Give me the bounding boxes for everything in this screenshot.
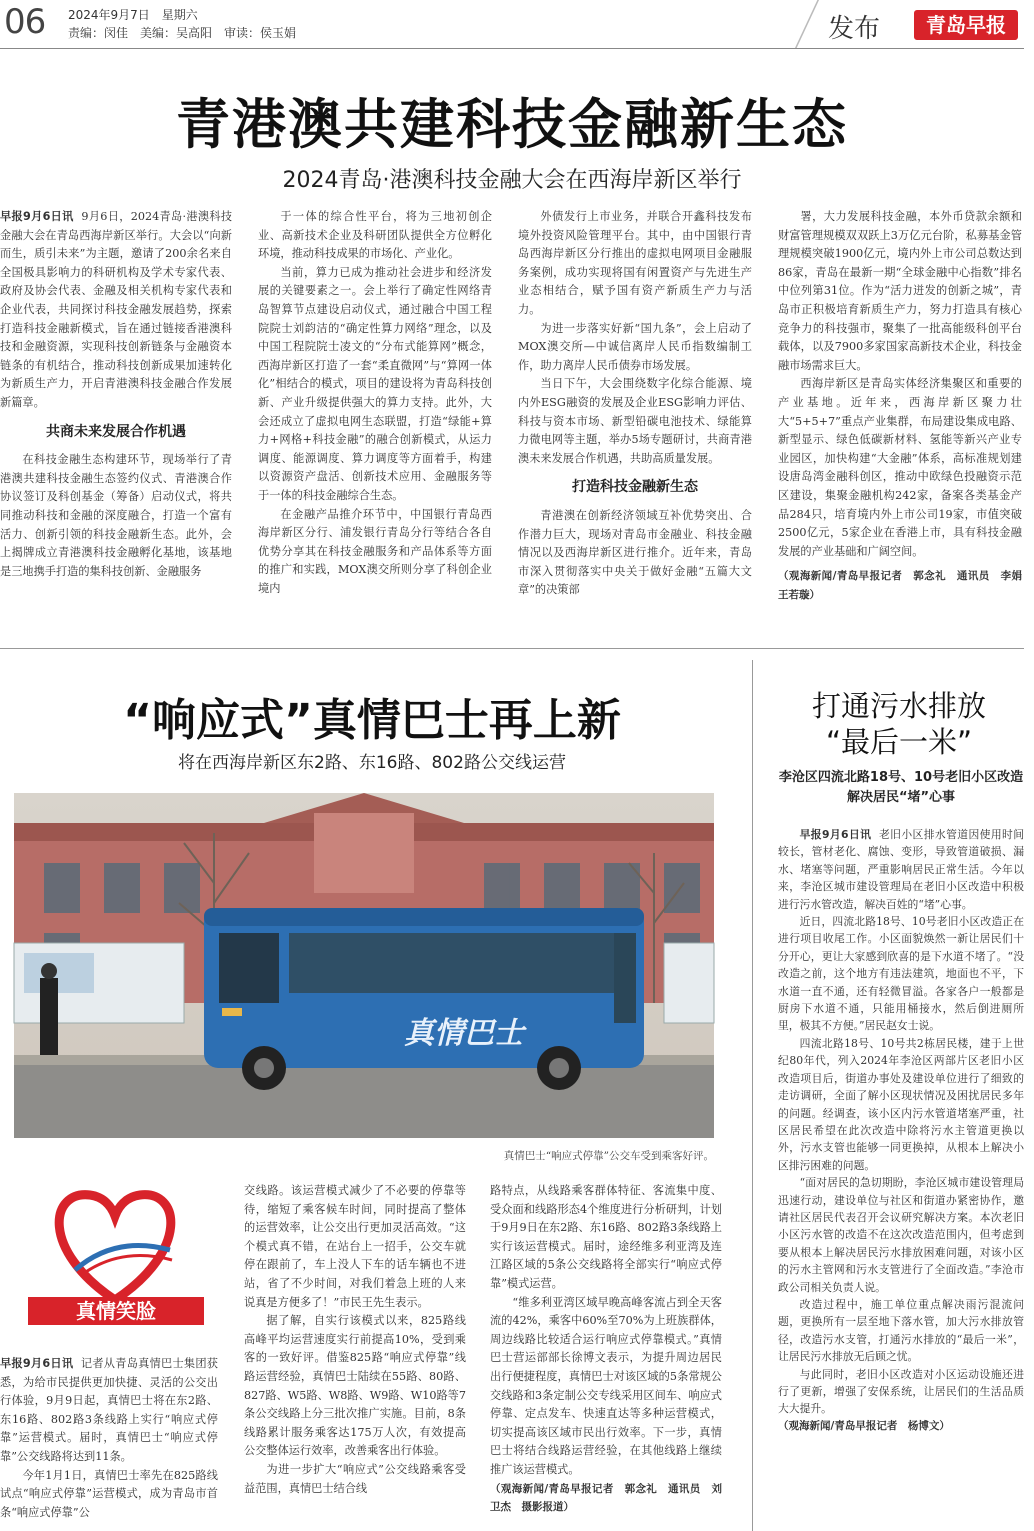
article3-column [778, 826, 1024, 1531]
section-name: 发布 [828, 14, 881, 44]
article3-paragraph: 老旧小区排水管道因使用时间较长，管材老化、腐蚀、变形，导致管道破损、漏水、堵塞等问题，严重影响居民正常生活。今年以来，李沧区城市建设管理局在老旧小区改造中积极进行污水管改造，解决百姓的“堵”心事。 [778, 828, 1025, 911]
article3-paragraph: 与此同时，老旧小区改造对小区运动设施还进行了更新，增强了安保系统，让居民们的生活品质大大提升。 [778, 1367, 1024, 1416]
article1-paragraph: 署，大力发展科技金融，本外币贷款余额和财富管理规模双双跃上3万亿元台阶，私募基金管理规模突破1900亿元，境内外上市公司总数达到86家，青岛在最新一期“全球金融中心指数”排名中位列第31位。作为“活力迸发的创新之城”，青岛市正积极培育新质生产力，努力打造具有核心竞争力的科技强市，聚集了一批高能级科创平台载体，以及7900多家国家高新技术企业，科技金融市场需求巨大。 [778, 210, 1022, 372]
header-meta [68, 6, 296, 42]
article2-paragraph: 为进一步扩大“响应式”公交线路乘客受益范围，真情巴士结合线 [244, 1462, 466, 1495]
article1-column-4 [778, 208, 1033, 632]
article3-paragraph: 改造过程中，施工单位重点解决雨污混流问题，更换所有一层至地下落水管，加大污水排放管径，改造污水支管，打通污水排放的“最后一米”，让居民污水排放无后顾之忧。 [778, 1297, 1024, 1364]
article3-credit: （观海新闻/青岛早报记者 杨博文） [778, 1419, 950, 1432]
article3-paragraph: “面对居民的急切期盼，李沧区城市建设管理局迅速行动，建设单位与社区和街道办紧密协作，邀请社区居民代表召开会议研究解决方案。本次老旧小区污水管的改造不在这次改造范围内，但考虑到要从根本上解决居民污水排放困难问题，对该小区的污水主管网和污水支管进行了全面改造。”李沧市政公司相关负责人说。 [778, 1176, 1024, 1294]
article1-paragraph: 在金融产品推介环节中，中国银行青岛西海岸新区分行、浦发银行青岛分行等结合各自优势分享其在科技金融服务和产品体系等方面的推广和实践，MOX澳交所则分享了科创企业境内 [258, 507, 492, 595]
article1-paragraph: 外债发行上市业务，并联合开鑫科技发布境外投资风险管理平台。其中，由中国银行青岛西海岸新区分行推出的虚拟电网项目金融服务案例，成功实现将国有闲置资产与先进生产业态相结合，赋予国有资产新质生产力与活力。 [518, 210, 752, 316]
article2-headline: “响应式”真情巴士再上新 [123, 695, 621, 746]
article2-paragraph: 记者从青岛真情巴士集团获悉，为给市民提供更加快捷、灵活的公交出行体验，9月9日起，真情巴士将在东2路、东16路、802路3条线路上实行“响应式停靠”运营模式。届时，真情巴士“响应式停靠”公交线路将达到11条。 [0, 1357, 218, 1463]
column-divider [752, 660, 753, 1531]
article2-column-3 [490, 1182, 722, 1531]
article1-credit: （观海新闻/青岛早报记者 郭念礼 通讯员 李娟 王若璇） [778, 570, 1033, 601]
zhenqing-logo [20, 1180, 210, 1330]
article1-subheadline: 2024青岛·港澳科技金融大会在西海岸新区举行 [282, 168, 742, 193]
article2-paragraph: “维多利亚湾区域早晚高峰客流占到全天客流的42%，乘客中60%至70%为上班族群体，周边线路比较适合运行响应式停靠模式。”真情巴士营运部部长徐博文表示，为提升周边居民出行便捷程度，真情巴士对该区域的5条常规公交线路和3条定制公交专线采用区间车、响应式停靠、定点发车、快速直达等多种运营模式，切实提高该区域市民出行效率。下一步，真情巴士将结合线路运营经验，在其他线路上继续推广该运营模式。 [490, 1295, 722, 1476]
article1-column-1 [0, 208, 232, 632]
article2-paragraph: 交线路。该运营模式减少了不必要的停靠等待，缩短了乘客候车时间，同时提高了整体的运营效率，让公交出行更加灵活高效。“这个模式真不错，在站台上一招手，公交车就停在跟前了，车上没人下车的话车辆也不进站，省了不少时间，对我们着急上班的人来说真是方便多了！”市民王先生表示。 [244, 1184, 466, 1309]
article2-column-1 [0, 1355, 218, 1531]
photo-caption: 真情巴士“响应式停靠”公交车受到乘客好评。 [503, 1150, 714, 1162]
article1-paragraph: 于一体的综合性平台，将为三地初创企业、高新技术企业及科研团队提供全方位孵化环境，推动科技成果的市场化、产业化。 [258, 210, 492, 261]
bus-photo-illustration [14, 793, 714, 1138]
article3-paragraph: 近日，四流北路18号、10号老旧小区改造正在进行项目收尾工作。小区面貌焕然一新让居民们十分开心，更让大家感到欣喜的是下水道不堵了。“没改造之前，这个地方有违法建筑，地面也不平，下水道一直不通，还有轻微冒溢。各家各户一般都是厨房下水道不通，只能用桶接水，然后倒进厕所里，极其不方便。”居民赵女士说。 [778, 915, 1024, 1033]
bus-photo [14, 793, 714, 1138]
article3-subheadline: 李沧区四流北路18号、10号老旧小区改造解决居民“堵”心事 [778, 770, 1024, 805]
issue-date: 2024年9月7日 星期六 [68, 8, 198, 22]
article1-paragraph: 在科技金融生态构建环节，现场举行了青港澳共建科技金融生态签约仪式、青港澳合作协议签订及科创基金（筹备）启动仪式，将共同推动科技和金融的深度融合，打造一个富有活力、创新引领的科技金融新生态。此外，会上揭牌成立青港澳科技金融孵化基地，该基地是三地携手打造的集科技创新、金融服务 [0, 453, 232, 578]
article1-headline: 青港澳共建科技金融新生态 [176, 93, 848, 156]
article3-headline [764, 688, 1034, 760]
section-divider [0, 648, 1024, 649]
heart-icon [20, 1180, 210, 1330]
newspaper-logo: 青岛早报 [914, 10, 1018, 40]
article2-paragraph: 据了解，自实行该模式以来，825路线高峰平均运营速度实行前提高10%，受到乘客的一致好评。借鉴825路“响应式停靠”线路运营经验，真情巴士陆续在55路、80路、827路、W5路、W8路、W9路、W10路等7条公交线路上分三批次推广实施。目前，8条线路累计服务乘客达175万人次，有效提高公交整体运行效率，改善乘客出行体验。 [244, 1314, 466, 1458]
article3-paragraph: 四流北路18号、10号共2栋居民楼，建于上世纪80年代，列入2024年李沧区两部片区老旧小区改造项目后，街道办事处及建设单位进行了细致的走访调研，全面了解小区现状情况及困扰居民多年的问题。经调查，该小区内污水管道堵塞严重，社区居民希望在此次改造中除将污水主管道更换以外，污水支管也能够一同更换掉，从根本上解决小区排污困难的问题。 [778, 1036, 1024, 1172]
logo-caption: 真情笑脸 [76, 1299, 156, 1323]
bus-icon [204, 908, 644, 1090]
article1-dateline: 早报9月6日讯 [0, 210, 74, 223]
article1-paragraph: 当前，算力已成为推动社会进步和经济发展的关键要素之一。会上举行了确定性网络青岛智算节点建设启动仪式，通过融合中国工程院院士刘韵洁的“确定性算力网络”理念，以及中国工程院院士凌文的“分布式能算网”概念，西海岸新区打造了一套“柔直微网”与“算网一体化”相结合的模式，项目的建设将为青岛科技创新、产业升级提供强大的算力支持。此外，大会还成立了虚拟电网生态联盟，打造“绿能+算力+网格+科技金融”的融合创新模式，从运力调度、能源调度、算力调度等方面着手，构建以资源资产盘活、创新技术应用、金融服务等于一体的科技金融综合生态。 [258, 265, 492, 502]
article2-dateline: 早报9月6日讯 [0, 1357, 74, 1370]
article2-subheadline: 将在西海岸新区东2路、东16路、802路公交线运营 [178, 753, 566, 773]
article2-paragraph: 今年1月1日，真情巴士率先在825路线试点“响应式停靠”运营模式，成为青岛市首条“响应式停靠”公 [0, 1468, 218, 1519]
article2-column-2 [244, 1182, 466, 1531]
article1-subhead-1: 共商未来发展合作机遇 [46, 423, 186, 440]
article1-paragraph: 为进一步落实好新“国九条”，会上启动了MOX澳交所—中诚信离岸人民币指数编制工作，助力离岸人民币债券市场发展。 [518, 321, 752, 372]
header-divider-slant [790, 0, 824, 48]
article2-credit: （观海新闻/青岛早报记者 郭念礼 通讯员 刘卫杰 摄影报道） [490, 1482, 722, 1514]
article1-paragraph: 西海岸新区是青岛实体经济集聚区和重要的产业基地。近年来，西海岸新区聚力壮大“5+5+7”重点产业集群，布局建设集成电路、新型显示、绿色低碳新材料、氢能等新兴产业专业园区，加快构建“大金融”体系，高标准规划建设唐岛湾金融科创区，推动中欧绿色投融资示范区建设，集聚金融机构242家，备案各类基金产品284只，培育境内外上市公司19家，市值突破2500亿元，5家企业在香港上市，具有科技金融发展的产业基础和广阔空间。 [778, 377, 1022, 558]
article1-subhead-2: 打造科技金融新生态 [572, 479, 698, 496]
article1-column-3 [518, 208, 752, 632]
article3-dateline: 早报9月6日讯 [799, 828, 872, 841]
article2-paragraph: 路特点，从线路乘客群体特征、客流集中度、受众面和线路形态4个维度进行分析研判，计划于9月9日在东2路、东16路、802路3条线路上实行该运营模式。届时，途经维多利亚湾及连江路区域的5条公交线路将全部实行“响应式停靠”模式运营。 [490, 1184, 722, 1290]
editor-credits: 责编：闵佳 美编：吴高阳 审读：侯玉娟 [68, 26, 297, 40]
article1-paragraph: 当日下午，大会围绕数字化综合能源、境内外ESG融资的发展及企业ESG影响力评估、科技与资本市场、新型铅碳电池技术、绿能算力微电网等主题，举办5场专题研讨，共商青港澳未来发展合作机遇，共助高质量发展。 [518, 377, 752, 465]
header-rule [0, 48, 1024, 49]
article1-paragraph: 青港澳在创新经济领域互补优势突出、合作潜力巨大，现场对青岛市金融业、科技金融情况以及西海岸新区进行推介。近年来，青岛市深入贯彻落实中央关于做好金融“五篇大文章”的决策部 [518, 508, 752, 597]
article3-headline-line1: 打通污水排放 [811, 689, 986, 723]
article1-column-2 [258, 208, 492, 632]
bus-livery-text: 真情巴士 [404, 1016, 524, 1051]
article1-paragraph: 9月6日，2024青岛·港澳科技金融大会在青岛西海岸新区举行。大会以“向新而生，质引未来”为主题，邀请了200余名来自全国极具影响力的科研机构及学术专家代表、政府及协会代表、金融及相关机构专家代表和企业代表，共同探讨科技金融发展趋势，探索打造科技金融新模式，旨在通过链接香港澳科技和金融资源，实现科技创新链条与金融资本链条的有机结合，推动科技创新成果加速转化为新质生产力，开启青港澳科技金融合作发展新篇章。 [0, 210, 233, 409]
page-number: 06 [4, 2, 46, 42]
article3-headline-line2: “最后一米” [825, 725, 973, 759]
